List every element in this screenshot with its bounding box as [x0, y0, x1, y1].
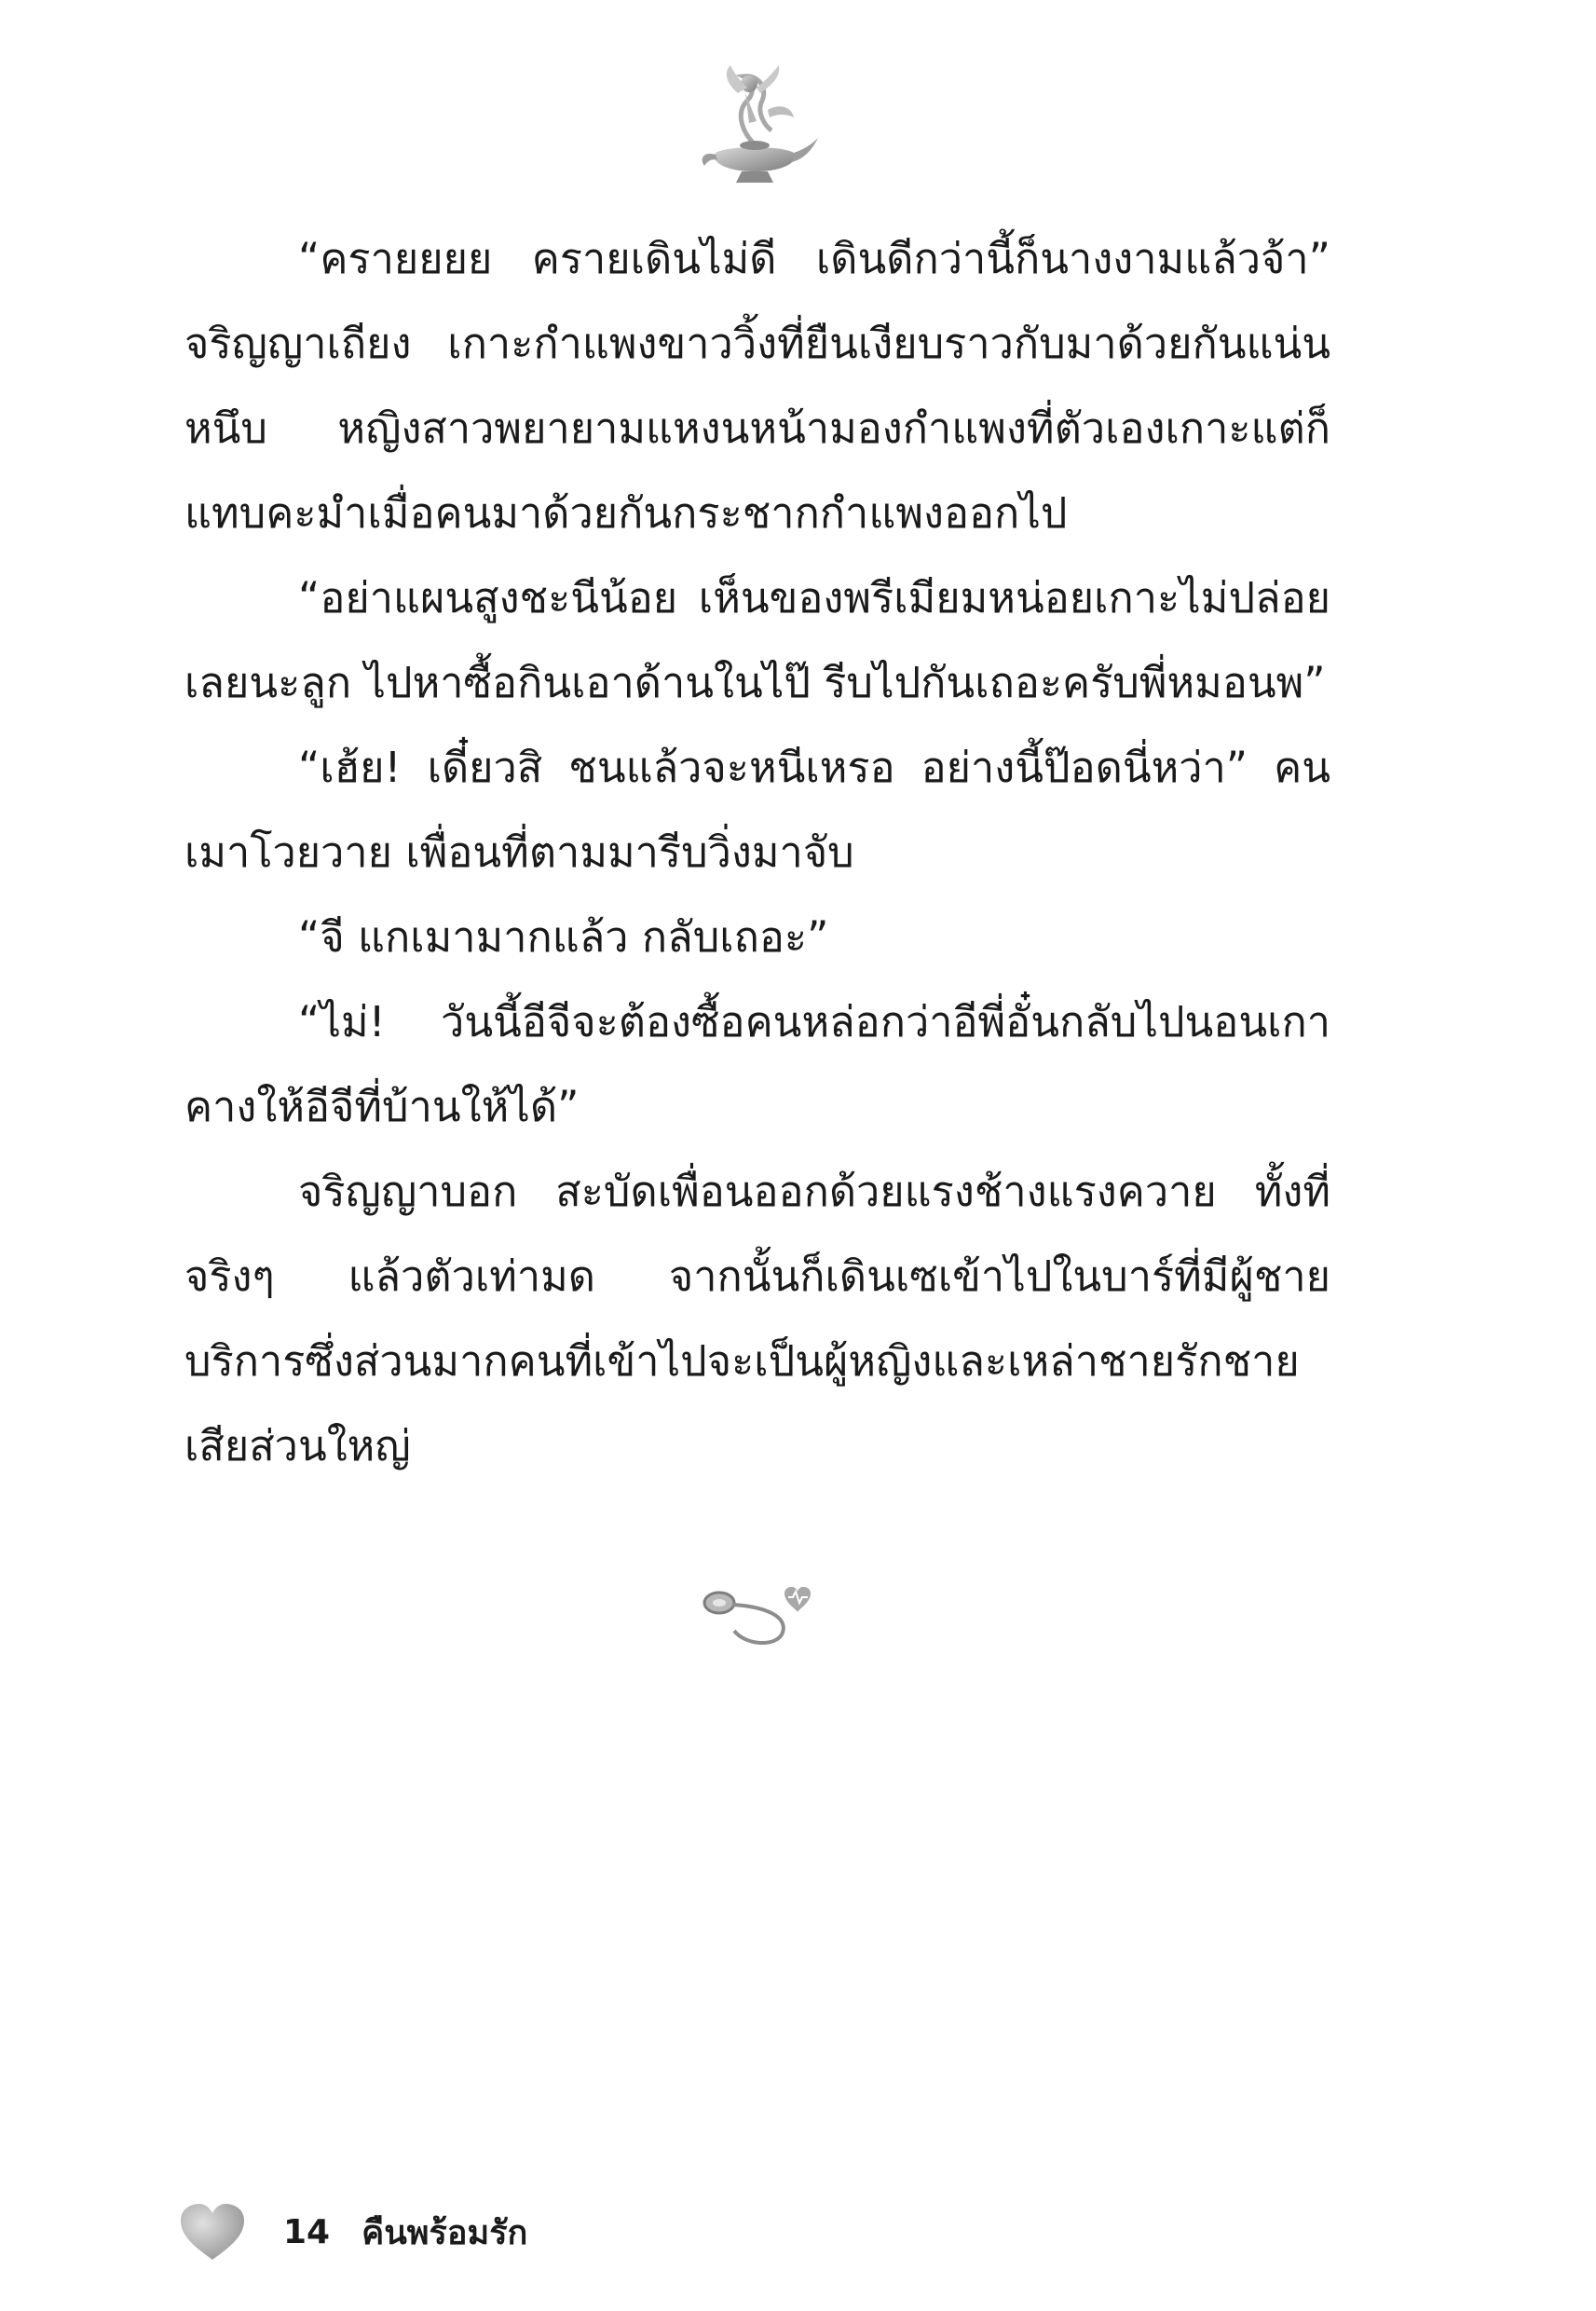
page-number: 14 — [283, 2212, 331, 2251]
paragraph: “ไม่! วันนี้อีจีจะต้องซื้อคนหล่อกว่าอีพี่อั๋นกลับไปนอนเกาคางให้อีจีที่บ้านให้ได้” — [184, 997, 1330, 1131]
heart-icon — [179, 2202, 246, 2262]
paragraph: “เฮ้ย! เดี๋ยวสิ ชนแล้วจะหนีเหรอ อย่างนี้ป๊อดนี่หว่า” คนเมาโวยวาย เพื่อนที่ตามมารีบวิ่งมาจับ — [184, 743, 1330, 877]
paragraph: “จี แกเมามากแล้ว กลับเถอะ” — [298, 912, 829, 962]
cupid-lamp-icon — [689, 56, 820, 196]
paragraph: “อย่าแผนสูงชะนีน้อย เห็นของพรีเมียมหน่อยเกาะไม่ปล่อยเลยนะลูก ไปหาซื้อกินเอาด้านในไป๊ รีบไปกันเถอะครับพี่หมอนพ” — [184, 573, 1330, 707]
paragraph: จริญญาบอก สะบัดเพื่อนออกด้วยแรงช้างแรงควาย ทั้งที่จริงๆ แล้วตัวเท่ามด จากนั้นก็เดินเซเข้าไปในบาร์ที่มีผู้ชายบริการซึ่งส่วนมากคนที่เข้าไปจะเป็นผู้หญิงและเหล่าชายรักชายเสียส่วนใหญ่ — [184, 1167, 1330, 1470]
page-footer — [179, 2195, 527, 2269]
paragraph: “ครายยยย ครายเดินไม่ดี เดินดีกว่านี้ก็นางงามแล้วจ้า” จริญญาเถียง เกาะกำแพงขาววิ้งที่ยืนเงียบราวกับมาด้วยกันแน่นหนึบ หญิงสาวพยายามแหงนหน้ามองกำแพงที่ตัวเองเกาะแต่ก็แทบคะมำเมื่อคนมาด้วยกันกระชากกำแพงออกไป — [184, 234, 1344, 538]
stethoscope-heart-icon — [699, 1575, 820, 1649]
book-title: คืนพร้อมรัก — [361, 2213, 528, 2252]
story-text — [184, 216, 1344, 1488]
